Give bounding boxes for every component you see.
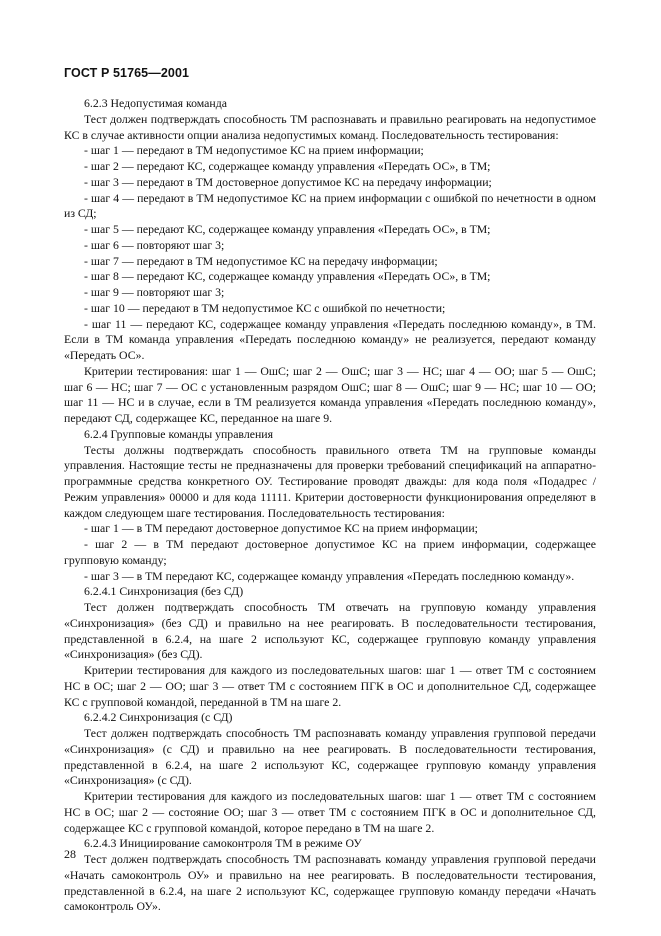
section-heading: 6.2.3 Недопустимая команда <box>84 96 227 110</box>
paragraph: Тест должен подтверждать способность ТМ распознавать команду управления групповой передачи «Синхронизация» (с СД) и правильно на нее реагировать. В последовательности тестирования, представленной в 6.2.4, на шаге 2 используют КС, содержащее групповую команду управления «Синхронизация» (с СД). <box>64 726 596 788</box>
list-item: - шаг 2 — передают КС, содержащее команду управления «Передать ОС», в ТМ; <box>84 159 491 173</box>
page-number: 28 <box>64 847 76 861</box>
list-item: - шаг 11 — передают КС, содержащее команду управления «Передать последнюю команду», в ТМ. Если в ТМ команда управления «Передать последнюю команду» не реализуется, передают команду «Передать ОС». <box>64 316 596 362</box>
paragraph: Критерии тестирования для каждого из последовательных шагов: шаг 1 — ответ ТМ с состоянием НС в ОС; шаг 2 — ОО; шаг 3 — ответ ТМ с состоянием ПГК в ОС и дополнительное СД, содержащее КС с групповой командой, переданной в ТМ на шаге 2. <box>64 663 596 709</box>
list-item: - шаг 3 — в ТМ передают КС, содержащее команду управления «Передать последнюю команду». <box>84 568 575 583</box>
section-heading: 6.2.4.2 Синхронизация (с СД) <box>84 710 233 725</box>
paragraph: Тест должен подтверждать способность ТМ распознавать команду управления групповой передачи «Начать самоконтроль ОУ» и правильно на нее реагировать. В последовательности тестирования, представленной в 6.2.4, на шаге 2 используют КС, содержащее групповую команду передачи «Начать самоконтроль ОУ». <box>64 852 596 914</box>
paragraph: Тест должен подтверждать способность ТМ отвечать на групповую команду управления «Синхронизация» (без СД) и правильно на нее реагировать. В последовательности тестирования, представленной в 6.2.4, на шаге 2 используют КС, содержащее групповую команду управления «Синхронизация» (без СД). <box>64 600 596 662</box>
list-item: - шаг 1 — передают в ТМ недопустимое КС на прием информации; <box>84 143 424 158</box>
list-item: - шаг 1 — в ТМ передают достоверное допустимое КС на прием информации; <box>84 521 478 536</box>
list-item: - шаг 3 — передают в ТМ достоверное допустимое КС на передачу информации; <box>84 174 492 189</box>
paragraph: Критерии тестирования: шаг 1 — ОшС; шаг 2 — ОшС; шаг 3 — НС; шаг 4 — ОО; шаг 5 — ОшС; шаг 6 — НС; шаг 7 — ОС с установленным разрядом ОшС; шаг 8 — ОшС; шаг 9 — НС; шаг 10 — ОО; шаг 11 — НС и в случае, если в ТМ реализуется команда управления «Передать последнюю команду», передают СД, содержащее КС, переданное на шаге 9. <box>64 363 596 425</box>
paragraph: Критерии тестирования для каждого из последовательных шагов: шаг 1 — ответ ТМ с состоянием НС в ОС; шаг 2 — состояние ОО; шаг 3 — ответ ТМ с состоянием ПГК в ОС и дополнительное СД, содержащее КС с групповой командой, которое передано в ТМ на шаге 2. <box>64 789 596 835</box>
list-item: - шаг 9 — повторяют шаг 3; <box>84 285 225 299</box>
section-heading: 6.2.4.1 Синхронизация (без СД) <box>84 584 244 599</box>
list-item: - шаг 10 — передают в ТМ недопустимое КС с ошибкой по нечетности; <box>84 300 446 315</box>
list-item: - шаг 7 — передают в ТМ недопустимое КС на передачу информации; <box>84 253 438 268</box>
page-body <box>64 96 596 915</box>
paragraph: Тест должен подтверждать способность ТМ распознавать и правильно реагировать на недопустимое КС в случае активности опции анализа недопустимых команд. Последовательность тестирования: <box>64 111 596 142</box>
list-item: - шаг 5 — передают КС, содержащее команду управления «Передать ОС», в ТМ; <box>84 222 491 236</box>
list-item: - шаг 4 — передают в ТМ недопустимое КС на прием информации с ошибкой по нечетности в одном из СД; <box>64 190 596 221</box>
paragraph: Тесты должны подтверждать способность правильного ответа ТМ на групповые команды управления. Настоящие тесты не предназначены для проверки требований спецификаций на аппаратно-программные средства конкретного ОУ. Тестирование проводят дважды: для кода поля «Подадрес / Режим управления» 00000 и для кода 11111. Критерии достоверности функционирования определяют в каждом следующем шаге тестирования. Последовательность тестирования: <box>64 442 596 520</box>
section-heading: 6.2.4 Групповые команды управления <box>84 426 274 441</box>
list-item: - шаг 6 — повторяют шаг 3; <box>84 237 225 252</box>
list-item: - шаг 8 — передают КС, содержащее команду управления «Передать ОС», в ТМ; <box>84 269 491 284</box>
document-header: ГОСТ Р 51765—2001 <box>64 66 190 80</box>
list-item: - шаг 2 — в ТМ передают достоверное допустимое КС на прием информации, содержащее групповую команду; <box>64 537 596 567</box>
section-heading: 6.2.4.3 Инициирование самоконтроля ТМ в режиме ОУ <box>84 836 362 851</box>
